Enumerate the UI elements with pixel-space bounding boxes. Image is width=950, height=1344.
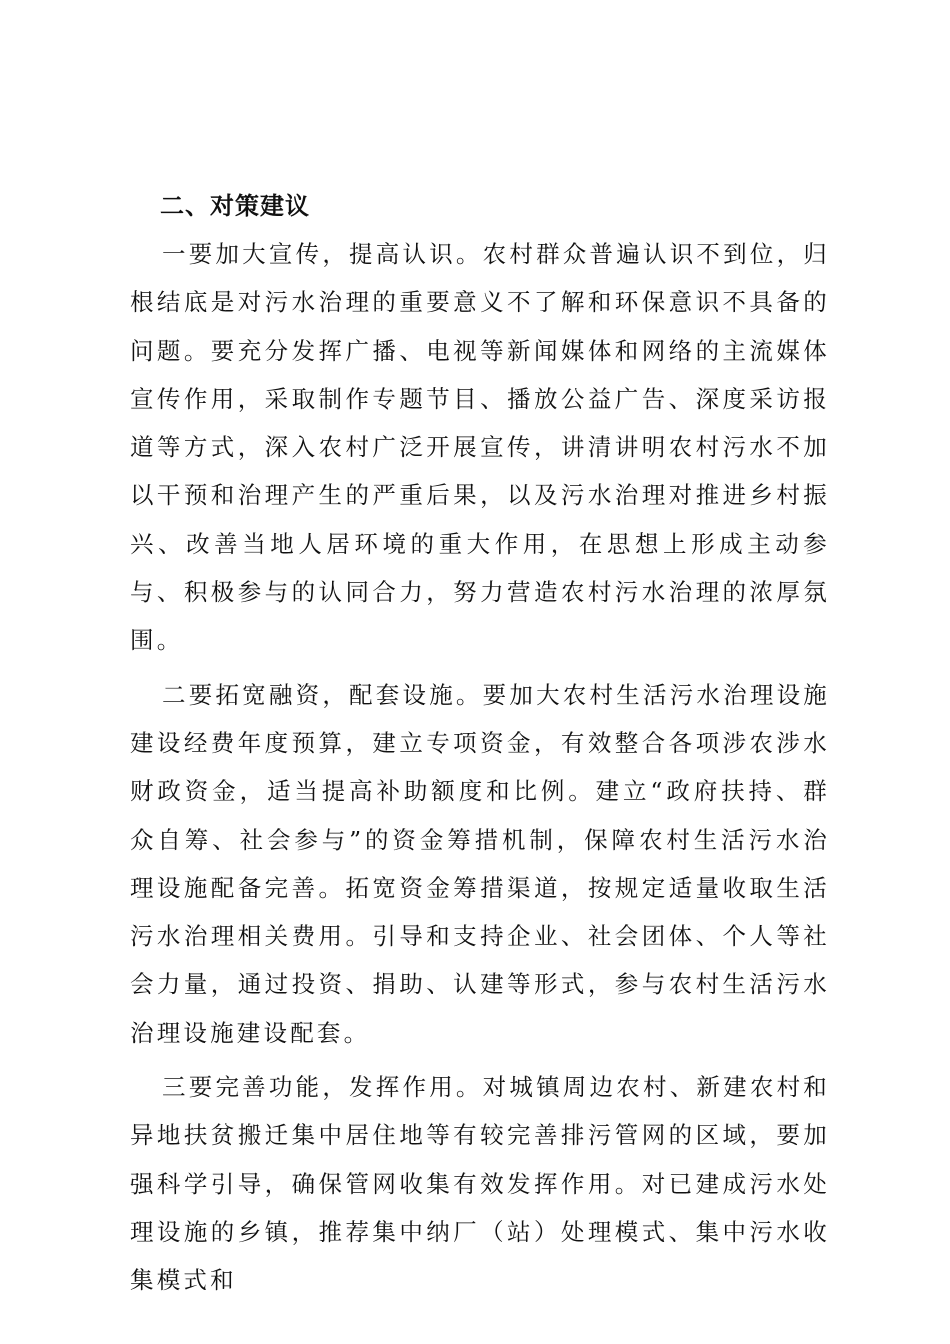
paragraph-financing: 二要拓宽融资，配套设施。要加大农村生活污水治理设施建设经费年度预算，建立专项资金，有效整合各项涉农涉水财政资金，适当提高补助额度和比例。建立“政府扶持、群众自筹、社会参与”的资金筹措机制，保障农村生活污水治理设施配备完善。拓宽资金筹措渠道，按规定适量收取生活污水治理相关费用。引导和支持企业、社会团体、个人等社会力量，通过投资、捐助、认建等形式，参与农村生活污水治理设施建设配套。 [130, 680, 830, 1047]
section-heading: 二、对策建议 [160, 192, 310, 220]
document-body [130, 182, 830, 1311]
paragraph-functions: 三要完善功能，发挥作用。对城镇周边农村、新建农村和异地扶贫搬迁集中居住地等有较完善排污管网的区域，要加强科学引导，确保管网收集有效发挥作用。对已建成污水处理设施的乡镇，推荐集中纳厂（站）处理模式、集中污水收集模式和 [130, 1073, 830, 1295]
paragraph-publicity: 一要加大宣传，提高认识。农村群众普遍认识不到位，归根结底是对污水治理的重要意义不了解和环保意识不具备的问题。要充分发挥广播、电视等新闻媒体和网络的主流媒体宣传作用，采取制作专题节目、播放公益广告、深度采访报道等方式，深入农村广泛开展宣传，讲清讲明农村污水不加以干预和治理产生的严重后果，以及污水治理对推进乡村振兴、改善当地人居环境的重大作用，在思想上形成主动参与、积极参与的认同合力，努力营造农村污水治理的浓厚氛围。 [130, 240, 830, 655]
